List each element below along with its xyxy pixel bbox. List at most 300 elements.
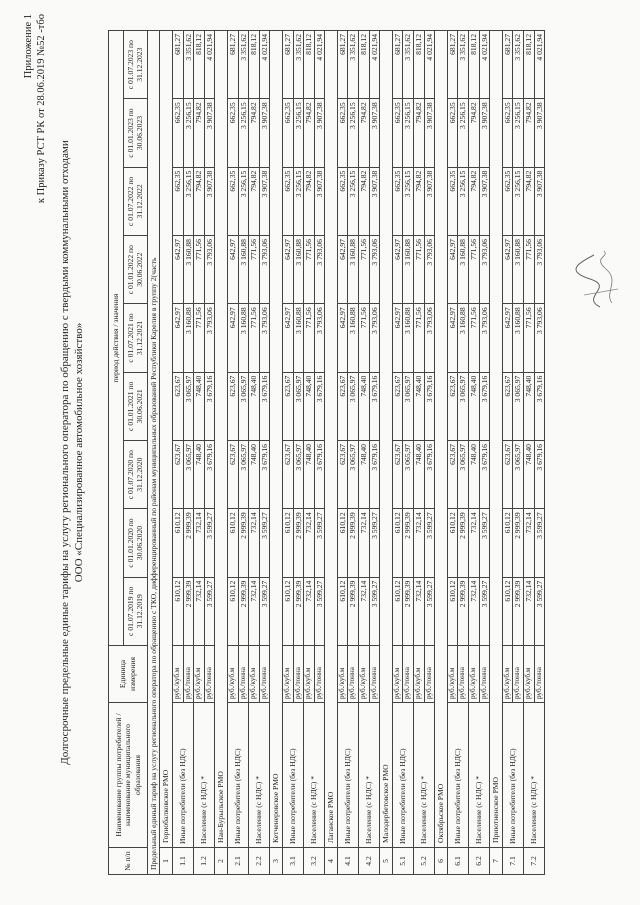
tariff-value: 3 907,38 <box>479 167 490 235</box>
tariff-value: 3 351,62 <box>183 31 194 99</box>
appendix-line-1: Приложение 1 <box>23 14 34 79</box>
tariff-value: 3 793,06 <box>204 304 215 372</box>
table-row <box>194 31 205 875</box>
tariff-value: 794,82 <box>523 99 534 167</box>
tariff-value: 3 793,06 <box>259 236 270 304</box>
tariff-value: 3 065,97 <box>183 372 194 440</box>
consumer-group: Иные потребители (без НДС) <box>337 703 358 848</box>
preamble-row <box>147 31 160 875</box>
group-row <box>325 31 338 875</box>
tariff-value: 2 999,39 <box>238 509 249 577</box>
tariff-value: 748,40 <box>304 372 315 440</box>
tariff-value: 3 907,38 <box>314 167 325 235</box>
tariff-value: 3 065,97 <box>183 441 194 509</box>
tariff-value: 748,40 <box>523 372 534 440</box>
title-line-2: ООО «Специализированное автомобильное хозяйство» <box>73 322 85 583</box>
tariff-value: 2 999,39 <box>293 577 304 645</box>
consumer-group: Население (с НДС) * <box>414 703 435 848</box>
table-row <box>469 31 480 875</box>
tariff-value: 3 907,38 <box>424 167 435 235</box>
tariff-value: 3 907,38 <box>204 99 215 167</box>
row-number: 3.2 <box>304 848 325 875</box>
tariff-value: 3 907,38 <box>259 99 270 167</box>
appendix-note <box>22 14 48 203</box>
consumer-group: Население (с НДС) * <box>359 703 380 848</box>
tariff-value: 662,35 <box>227 167 238 235</box>
tariff-value: 771,56 <box>249 236 260 304</box>
tariff-value: 794,82 <box>304 167 315 235</box>
tariff-value: 3 599,27 <box>259 509 270 577</box>
tariff-value: 3 160,88 <box>348 236 359 304</box>
tariff-value: 732,14 <box>194 577 205 645</box>
group-row <box>435 31 448 875</box>
group-number: 5 <box>380 848 393 875</box>
tariff-value: 623,67 <box>282 372 293 440</box>
tariff-value: 3 599,27 <box>314 577 325 645</box>
tariff-value: 732,14 <box>249 509 260 577</box>
tariff-value: 748,40 <box>359 372 370 440</box>
tariff-value: 3 160,88 <box>293 304 304 372</box>
tariff-value: 681,27 <box>392 31 403 99</box>
tariff-value: 794,82 <box>249 167 260 235</box>
unit-cell: руб./куб.м <box>523 646 534 703</box>
group-name: Нан-Бурыльское РМО <box>215 31 228 848</box>
tariff-value: 771,56 <box>359 236 370 304</box>
unit-cell: руб./куб.м <box>414 646 425 703</box>
tariff-value: 681,27 <box>282 31 293 99</box>
group-number: 2 <box>215 848 228 875</box>
tariff-value: 2 999,39 <box>458 509 469 577</box>
group-name: Малодербетовское РМО <box>380 31 393 848</box>
tariff-value: 818,12 <box>359 31 370 99</box>
tariff-value: 794,82 <box>194 99 205 167</box>
tariff-value: 610,12 <box>392 577 403 645</box>
group-row <box>160 31 173 875</box>
header-period-2: с 01.01.2020 по 30.06.2020 <box>123 509 147 577</box>
tariff-value: 3 351,62 <box>293 31 304 99</box>
tariff-value: 3 679,16 <box>534 441 545 509</box>
tariff-value: 3 160,88 <box>458 304 469 372</box>
group-number: 4 <box>325 848 338 875</box>
tariff-value: 3 256,15 <box>458 99 469 167</box>
tariff-value: 2 999,39 <box>403 509 414 577</box>
header-period-3: с 01.07.2020 по 31.12.2020 <box>123 441 147 509</box>
tariff-value: 794,82 <box>414 167 425 235</box>
tariff-table <box>108 30 545 875</box>
header-period-6: с 01.01.2022 по 30.06.2022 <box>123 236 147 304</box>
tariff-value: 771,56 <box>414 236 425 304</box>
unit-cell: руб./тонна <box>183 646 194 703</box>
row-number: 3.1 <box>282 848 303 875</box>
tariff-value: 2 999,39 <box>183 509 194 577</box>
tariff-value: 642,97 <box>447 236 458 304</box>
tariff-value: 3 160,88 <box>348 304 359 372</box>
tariff-value: 3 599,27 <box>204 577 215 645</box>
tariff-value: 3 256,15 <box>238 99 249 167</box>
tariff-value: 3 599,27 <box>479 577 490 645</box>
tariff-value: 3 256,15 <box>238 167 249 235</box>
header-period-9: с 01.07.2023 по 31.12.2023 <box>123 31 147 99</box>
tariff-value: 3 160,88 <box>183 304 194 372</box>
tariff-value: 623,67 <box>447 372 458 440</box>
tariff-value: 3 351,62 <box>513 31 524 99</box>
tariff-value: 3 065,97 <box>238 372 249 440</box>
tariff-value: 3 907,38 <box>369 167 380 235</box>
tariff-value: 794,82 <box>469 167 480 235</box>
tariff-value: 3 793,06 <box>424 236 435 304</box>
tariff-value: 3 679,16 <box>204 372 215 440</box>
tariff-value: 818,12 <box>194 31 205 99</box>
tariff-value: 748,40 <box>414 441 425 509</box>
tariff-value: 610,12 <box>282 509 293 577</box>
tariff-value: 3 907,38 <box>204 167 215 235</box>
tariff-value: 3 793,06 <box>479 236 490 304</box>
tariff-value: 3 256,15 <box>183 99 194 167</box>
tariff-value: 794,82 <box>194 167 205 235</box>
tariff-value: 2 999,39 <box>293 509 304 577</box>
consumer-group: Иные потребители (без НДС) <box>447 703 468 848</box>
tariff-value: 642,97 <box>172 236 183 304</box>
tariff-value: 623,67 <box>282 441 293 509</box>
unit-cell: руб./куб.м <box>194 646 205 703</box>
header-name: Наименование группы потребителей / наименование муниципального образования <box>109 703 148 848</box>
tariff-value: 623,67 <box>502 441 513 509</box>
tariff-value: 2 999,39 <box>348 577 359 645</box>
tariff-value: 4 021,94 <box>534 31 545 99</box>
tariff-value: 662,35 <box>337 99 348 167</box>
tariff-value: 2 999,39 <box>183 577 194 645</box>
tariff-value: 3 160,88 <box>458 236 469 304</box>
unit-cell: руб./тонна <box>259 646 270 703</box>
tariff-value: 4 021,94 <box>204 31 215 99</box>
document-title <box>58 60 86 845</box>
tariff-value: 748,40 <box>469 372 480 440</box>
tariff-value: 3 351,62 <box>238 31 249 99</box>
tariff-value: 2 999,39 <box>513 577 524 645</box>
tariff-value: 3 160,88 <box>513 304 524 372</box>
tariff-value: 2 999,39 <box>238 577 249 645</box>
tariff-value: 771,56 <box>469 304 480 372</box>
tariff-value: 732,14 <box>414 577 425 645</box>
tariff-value: 3 679,16 <box>369 441 380 509</box>
row-number: 2.2 <box>249 848 270 875</box>
tariff-value: 794,82 <box>304 99 315 167</box>
tariff-value: 3 065,97 <box>293 372 304 440</box>
tariff-value: 662,35 <box>282 167 293 235</box>
tariff-value: 732,14 <box>359 509 370 577</box>
tariff-value: 3 793,06 <box>479 304 490 372</box>
tariff-value: 3 599,27 <box>479 509 490 577</box>
tariff-value: 771,56 <box>469 236 480 304</box>
tariff-value: 610,12 <box>337 509 348 577</box>
row-number: 4.2 <box>359 848 380 875</box>
tariff-value: 3 793,06 <box>369 236 380 304</box>
unit-cell: руб./тонна <box>479 646 490 703</box>
tariff-value: 3 065,97 <box>348 441 359 509</box>
tariff-value: 623,67 <box>227 441 238 509</box>
tariff-value: 3 351,62 <box>348 31 359 99</box>
tariff-value: 3 256,15 <box>348 99 359 167</box>
tariff-value: 3 599,27 <box>314 509 325 577</box>
tariff-value: 4 021,94 <box>314 31 325 99</box>
tariff-value: 623,67 <box>447 441 458 509</box>
tariff-value: 3 351,62 <box>458 31 469 99</box>
table-row <box>392 31 403 875</box>
group-number: 3 <box>270 848 283 875</box>
tariff-value: 3 599,27 <box>534 577 545 645</box>
table-row <box>249 31 260 875</box>
table-row <box>304 31 315 875</box>
tariff-value: 662,35 <box>502 167 513 235</box>
unit-cell: руб./куб.м <box>227 646 238 703</box>
tariff-value: 3 679,16 <box>424 441 435 509</box>
tariff-value: 818,12 <box>249 31 260 99</box>
unit-cell: руб./тонна <box>424 646 435 703</box>
tariff-value: 610,12 <box>282 577 293 645</box>
tariff-value: 3 679,16 <box>479 372 490 440</box>
tariff-value: 3 065,97 <box>238 441 249 509</box>
tariff-value: 794,82 <box>359 167 370 235</box>
header-row-1 <box>109 31 124 875</box>
unit-cell: руб./куб.м <box>392 646 403 703</box>
tariff-value: 610,12 <box>172 509 183 577</box>
tariff-value: 3 599,27 <box>534 509 545 577</box>
tariff-value: 681,27 <box>172 31 183 99</box>
tariff-value: 642,97 <box>282 236 293 304</box>
tariff-value: 3 256,15 <box>293 167 304 235</box>
tariff-value: 3 160,88 <box>403 236 414 304</box>
tariff-value: 732,14 <box>523 509 534 577</box>
signature-mark <box>560 245 630 315</box>
group-name: Октябрьское РМО <box>435 31 448 848</box>
tariff-value: 771,56 <box>359 304 370 372</box>
tariff-value: 2 999,39 <box>403 577 414 645</box>
unit-cell: руб./тонна <box>293 646 304 703</box>
tariff-value: 732,14 <box>414 509 425 577</box>
tariff-value: 3 907,38 <box>479 99 490 167</box>
tariff-value: 3 907,38 <box>369 99 380 167</box>
tariff-value: 748,40 <box>523 441 534 509</box>
tariff-value: 3 065,97 <box>458 372 469 440</box>
tariff-value: 771,56 <box>194 236 205 304</box>
unit-cell: руб./тонна <box>204 646 215 703</box>
row-number: 5.1 <box>392 848 413 875</box>
tariff-value: 771,56 <box>414 304 425 372</box>
unit-cell: руб./тонна <box>238 646 249 703</box>
consumer-group: Население (с НДС) * <box>304 703 325 848</box>
tariff-value: 748,40 <box>359 441 370 509</box>
tariff-value: 681,27 <box>447 31 458 99</box>
tariff-value: 3 256,15 <box>513 99 524 167</box>
tariff-value: 3 679,16 <box>424 372 435 440</box>
tariff-value: 610,12 <box>447 577 458 645</box>
row-number: 6.1 <box>447 848 468 875</box>
tariff-value: 642,97 <box>392 304 403 372</box>
tariff-value: 771,56 <box>249 304 260 372</box>
consumer-group: Иные потребители (без НДС) <box>282 703 303 848</box>
tariff-value: 3 351,62 <box>403 31 414 99</box>
tariff-value: 771,56 <box>304 236 315 304</box>
tariff-value: 610,12 <box>392 509 403 577</box>
tariff-value: 623,67 <box>337 441 348 509</box>
title-line-1: Долгосрочные предельные единые тарифы на услугу регионального оператора по обращению с твердыми коммунальными отходами <box>59 140 71 765</box>
group-row <box>215 31 228 875</box>
tariff-value: 623,67 <box>392 441 403 509</box>
table-row <box>502 31 513 875</box>
tariff-value: 3 160,88 <box>403 304 414 372</box>
group-number: 6 <box>435 848 448 875</box>
tariff-value: 3 599,27 <box>369 509 380 577</box>
tariff-value: 3 065,97 <box>403 441 414 509</box>
table-row <box>282 31 293 875</box>
tariff-value: 662,35 <box>447 167 458 235</box>
tariff-value: 771,56 <box>304 304 315 372</box>
tariff-value: 818,12 <box>304 31 315 99</box>
group-number: 7 <box>490 848 503 875</box>
tariff-value: 748,40 <box>249 372 260 440</box>
tariff-value: 662,35 <box>172 99 183 167</box>
unit-cell: руб./куб.м <box>249 646 260 703</box>
table-row <box>447 31 458 875</box>
consumer-group: Иные потребители (без НДС) <box>172 703 193 848</box>
tariff-value: 642,97 <box>227 236 238 304</box>
tariff-value: 794,82 <box>469 99 480 167</box>
group-name: Кетченеровское РМО <box>270 31 283 848</box>
tariff-value: 3 160,88 <box>293 236 304 304</box>
tariff-value: 748,40 <box>194 441 205 509</box>
row-number: 7.1 <box>502 848 523 875</box>
tariff-value: 732,14 <box>304 509 315 577</box>
tariff-value: 3 160,88 <box>238 304 249 372</box>
group-row <box>380 31 393 875</box>
tariff-value: 3 679,16 <box>314 372 325 440</box>
tariff-value: 3 679,16 <box>314 441 325 509</box>
tariff-value: 732,14 <box>194 509 205 577</box>
tariff-value: 3 793,06 <box>424 304 435 372</box>
tariff-value: 3 679,16 <box>369 372 380 440</box>
header-period-4: с 01.01.2021 по 30.06.2021 <box>123 372 147 440</box>
tariff-value: 3 793,06 <box>534 236 545 304</box>
tariff-value: 3 907,38 <box>314 99 325 167</box>
tariff-value: 642,97 <box>502 304 513 372</box>
tariff-value: 748,40 <box>469 441 480 509</box>
tariff-value: 3 065,97 <box>403 372 414 440</box>
tariff-value: 662,35 <box>282 99 293 167</box>
tariff-value: 3 599,27 <box>424 509 435 577</box>
tariff-value: 748,40 <box>414 372 425 440</box>
unit-cell: руб./куб.м <box>282 646 293 703</box>
tariff-value: 3 907,38 <box>534 167 545 235</box>
tariff-value: 610,12 <box>502 577 513 645</box>
tariff-value: 642,97 <box>282 304 293 372</box>
tariff-value: 794,82 <box>523 167 534 235</box>
tariff-value: 818,12 <box>469 31 480 99</box>
tariff-value: 662,35 <box>172 167 183 235</box>
tariff-value: 3 679,16 <box>479 441 490 509</box>
tariff-value: 794,82 <box>249 99 260 167</box>
tariff-value: 3 599,27 <box>369 577 380 645</box>
row-number: 2.1 <box>227 848 248 875</box>
tariff-value: 3 679,16 <box>204 441 215 509</box>
appendix-line-2: к Приказу РСТ РК от 28.06.2019 №52 -тбо <box>36 14 47 204</box>
tariff-value: 3 160,88 <box>183 236 194 304</box>
tariff-value: 662,35 <box>392 167 403 235</box>
tariff-value: 3 065,97 <box>458 441 469 509</box>
tariff-value: 3 160,88 <box>238 236 249 304</box>
tariff-value: 3 065,97 <box>513 441 524 509</box>
row-number: 4.1 <box>337 848 358 875</box>
tariff-value: 610,12 <box>227 577 238 645</box>
unit-cell: руб./тонна <box>369 646 380 703</box>
tariff-value: 662,35 <box>392 99 403 167</box>
tariff-value: 681,27 <box>502 31 513 99</box>
tariff-value: 623,67 <box>502 372 513 440</box>
tariff-value: 771,56 <box>523 236 534 304</box>
tariff-value: 3 679,16 <box>259 441 270 509</box>
tariff-value: 3 793,06 <box>204 236 215 304</box>
table-row <box>337 31 348 875</box>
tariff-value: 623,67 <box>172 441 183 509</box>
preamble-text: Предельный единый тариф на услугу регионального оператора по обращению с ТКО, дифференцированный по районам муниципальных образований Республики Карелия в группу 2(часть <box>147 31 160 875</box>
tariff-value: 732,14 <box>469 577 480 645</box>
tariff-value: 4 021,94 <box>479 31 490 99</box>
tariff-value: 642,97 <box>447 304 458 372</box>
consumer-group: Иные потребители (без НДС) <box>392 703 413 848</box>
unit-cell: руб./куб.м <box>359 646 370 703</box>
tariff-value: 4 021,94 <box>259 31 270 99</box>
unit-cell: руб./куб.м <box>447 646 458 703</box>
row-number: 5.2 <box>414 848 435 875</box>
tariff-value: 794,82 <box>359 99 370 167</box>
tariff-value: 623,67 <box>337 372 348 440</box>
tariff-value: 3 256,15 <box>513 167 524 235</box>
unit-cell: руб./тонна <box>314 646 325 703</box>
unit-cell: руб./куб.м <box>469 646 480 703</box>
tariff-value: 794,82 <box>414 99 425 167</box>
tariff-value: 3 793,06 <box>534 304 545 372</box>
tariff-value: 610,12 <box>172 577 183 645</box>
row-number: 1.1 <box>172 848 193 875</box>
consumer-group: Иные потребители (без НДС) <box>227 703 248 848</box>
tariff-value: 681,27 <box>337 31 348 99</box>
group-name: Приютненское РМО <box>490 31 503 848</box>
unit-cell: руб./куб.м <box>337 646 348 703</box>
header-no: № п/п <box>109 848 148 875</box>
tariff-value: 3 679,16 <box>259 372 270 440</box>
tariff-value: 2 999,39 <box>348 509 359 577</box>
tariff-value: 623,67 <box>392 372 403 440</box>
tariff-value: 610,12 <box>337 577 348 645</box>
tariff-value: 3 160,88 <box>513 236 524 304</box>
group-row <box>270 31 283 875</box>
consumer-group: Население (с НДС) * <box>523 703 544 848</box>
tariff-value: 662,35 <box>227 99 238 167</box>
group-number: 1 <box>160 848 173 875</box>
tariff-value: 3 256,15 <box>403 167 414 235</box>
tariff-value: 610,12 <box>447 509 458 577</box>
table-body <box>147 31 544 875</box>
tariff-value: 3 256,15 <box>183 167 194 235</box>
tariff-value: 662,35 <box>447 99 458 167</box>
tariff-value: 3 599,27 <box>259 577 270 645</box>
tariff-value: 3 065,97 <box>293 441 304 509</box>
tariff-value: 3 065,97 <box>348 372 359 440</box>
header-period-5: с 01.07.2021 по 31.12.2021 <box>123 304 147 372</box>
group-name: Лаганское РМО <box>325 31 338 848</box>
tariff-value: 3 256,15 <box>293 99 304 167</box>
unit-cell: руб./тонна <box>458 646 469 703</box>
tariff-value: 3 679,16 <box>534 372 545 440</box>
